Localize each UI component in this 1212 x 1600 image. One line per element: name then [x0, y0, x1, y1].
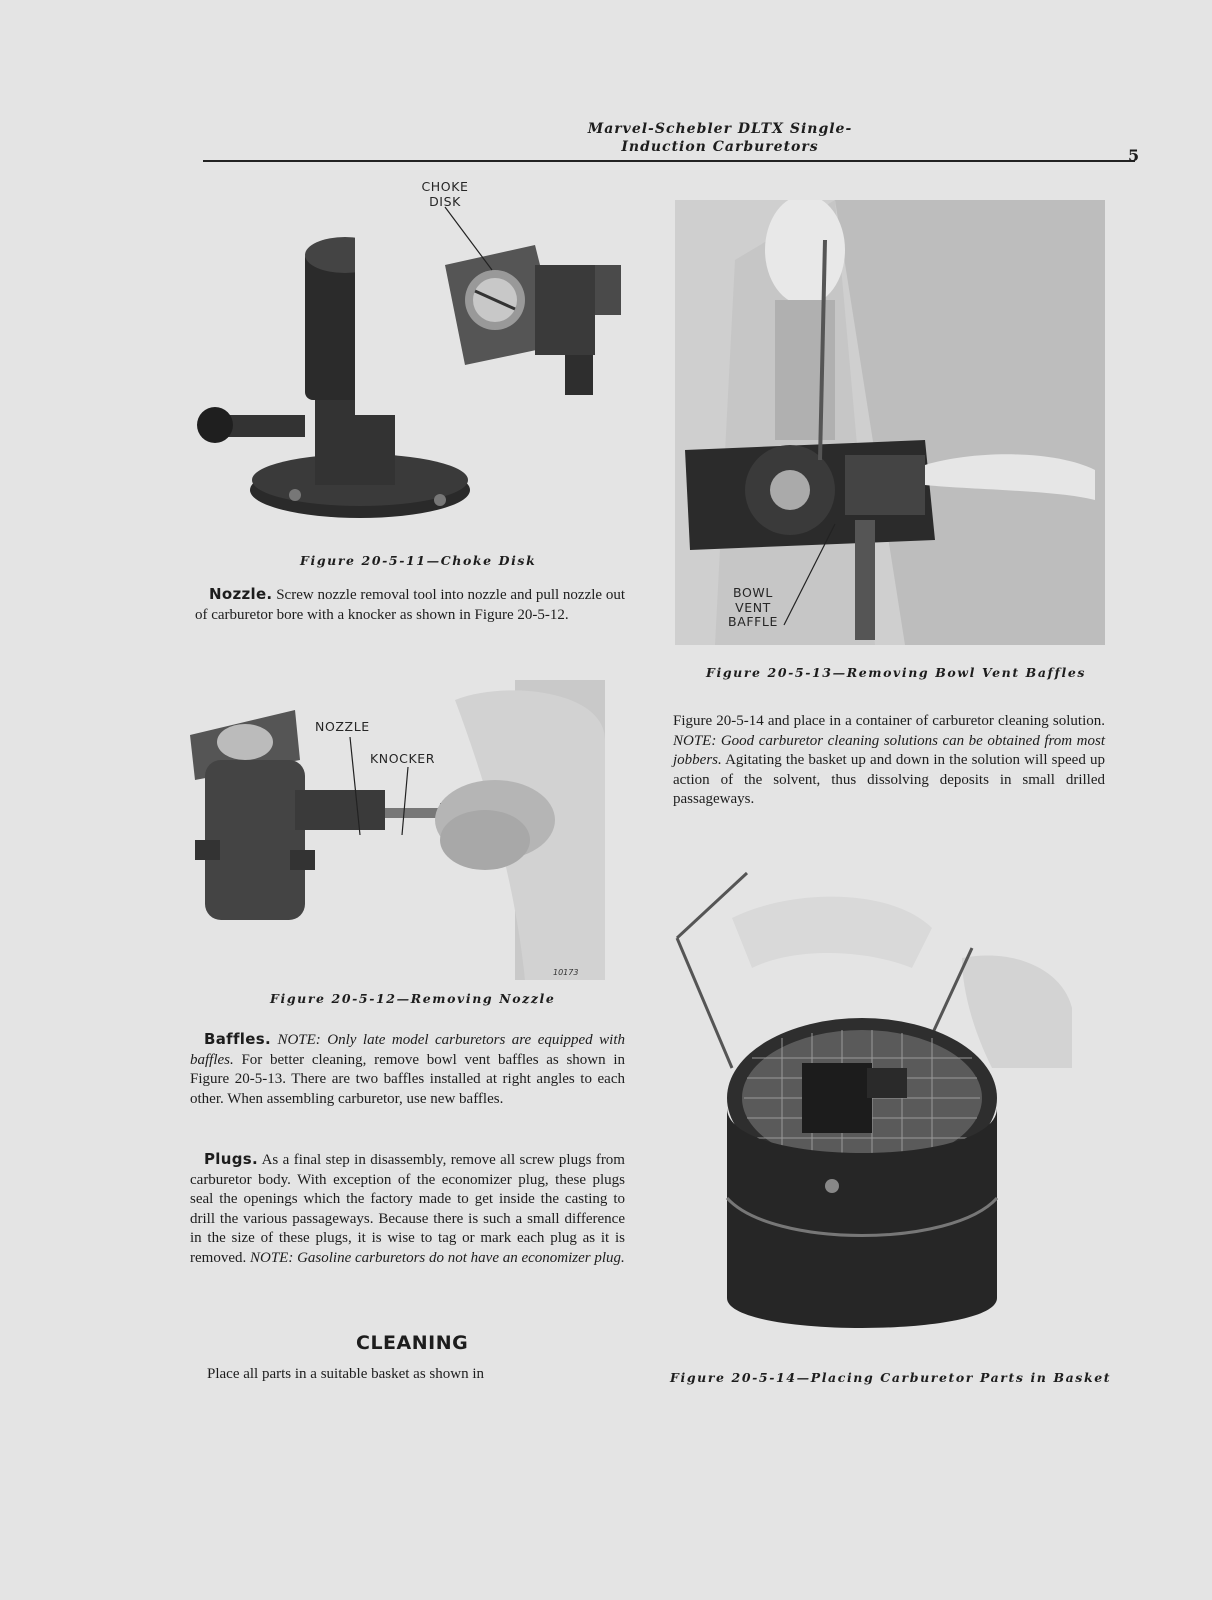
figure-basket-photo	[672, 868, 1072, 1358]
text-nozzle-body: Screw nozzle removal tool into nozzle and pull nozzle out of carburetor bore with a knocker as shown in Figure 20-5-12.	[195, 587, 626, 623]
paragraph-nozzle	[195, 585, 625, 625]
caption-figure-20-5-11: Figure 20-5-11—Choke Disk	[300, 553, 537, 568]
callout-nozzle: NOZZLE	[315, 719, 370, 734]
text-baffles-note: NOTE: Only late model carburetors are equipped with baffles.	[190, 1032, 625, 1068]
caption-figure-20-5-12: Figure 20-5-12—Removing Nozzle	[270, 991, 556, 1006]
text-plugs-body: As a final step in disassembly, remove all screw plugs from carburetor body. With exception of the economizer plug, these plugs seal the openings which the factory made to get inside the casting to drill the various passageways. Because there is such a small difference in the size of these plugs, it is wise to tag or mark each plug as it is removed.	[190, 1152, 625, 1266]
caption-figure-20-5-14: Figure 20-5-14—Placing Carburetor Parts in Basket	[670, 1370, 1112, 1385]
text-cleaning-note: NOTE: Good carburetor cleaning solutions can be obtained from most jobbers.	[673, 732, 1105, 768]
page-number: 5	[1128, 146, 1140, 165]
header-line-2: Induction Carburetors	[621, 139, 819, 155]
callout-knocker: KNOCKER	[370, 751, 436, 766]
paragraph-plugs	[190, 1150, 625, 1268]
callout-bowl-vent-baffle: BOWL VENT BAFFLE	[728, 585, 778, 629]
figure-removing-bowl-vent-baffles-photo	[675, 200, 1105, 645]
paragraph-cleaning-continued	[673, 712, 1105, 810]
text-cleaning-body-1: Figure 20-5-14 and place in a container of carburetor cleaning solution.	[673, 713, 1105, 729]
header-line-1: Marvel-Schebler DLTX Single-	[587, 121, 853, 137]
leader-line-bowl-vent-baffle	[780, 520, 840, 630]
label-plugs: Plugs.	[204, 1150, 258, 1168]
leader-lines-nozzle-knocker	[340, 735, 420, 845]
label-baffles: Baffles.	[204, 1030, 271, 1048]
label-nozzle: Nozzle.	[209, 585, 273, 603]
photo-code: 10173	[553, 968, 579, 977]
header-rule	[203, 160, 1135, 162]
running-header	[560, 120, 880, 156]
callout-choke-disk: CHOKE DISK	[421, 179, 469, 209]
leader-line-choke-disk	[440, 205, 500, 275]
text-baffles-body: For better cleaning, remove bowl vent baffles as shown in Figure 20-5-13. There are two baffles installed at right angles to each other. When assembling carburetor, use new baffles.	[190, 1051, 625, 1107]
heading-cleaning: CLEANING	[356, 1332, 469, 1354]
text-plugs-note: NOTE: Gasoline carburetors do not have an economizer plug.	[249, 1249, 625, 1266]
text-cleaning-start: Place all parts in a suitable basket as shown in	[207, 1366, 485, 1382]
paragraph-baffles	[190, 1030, 625, 1109]
text-cleaning-body-2: Agitating the basket up and down in the solution will speed up action of the solvent, thus dissolving deposits in small drilled passageways.	[673, 752, 1105, 807]
caption-figure-20-5-13: Figure 20-5-13—Removing Bowl Vent Baffles	[706, 665, 1087, 680]
